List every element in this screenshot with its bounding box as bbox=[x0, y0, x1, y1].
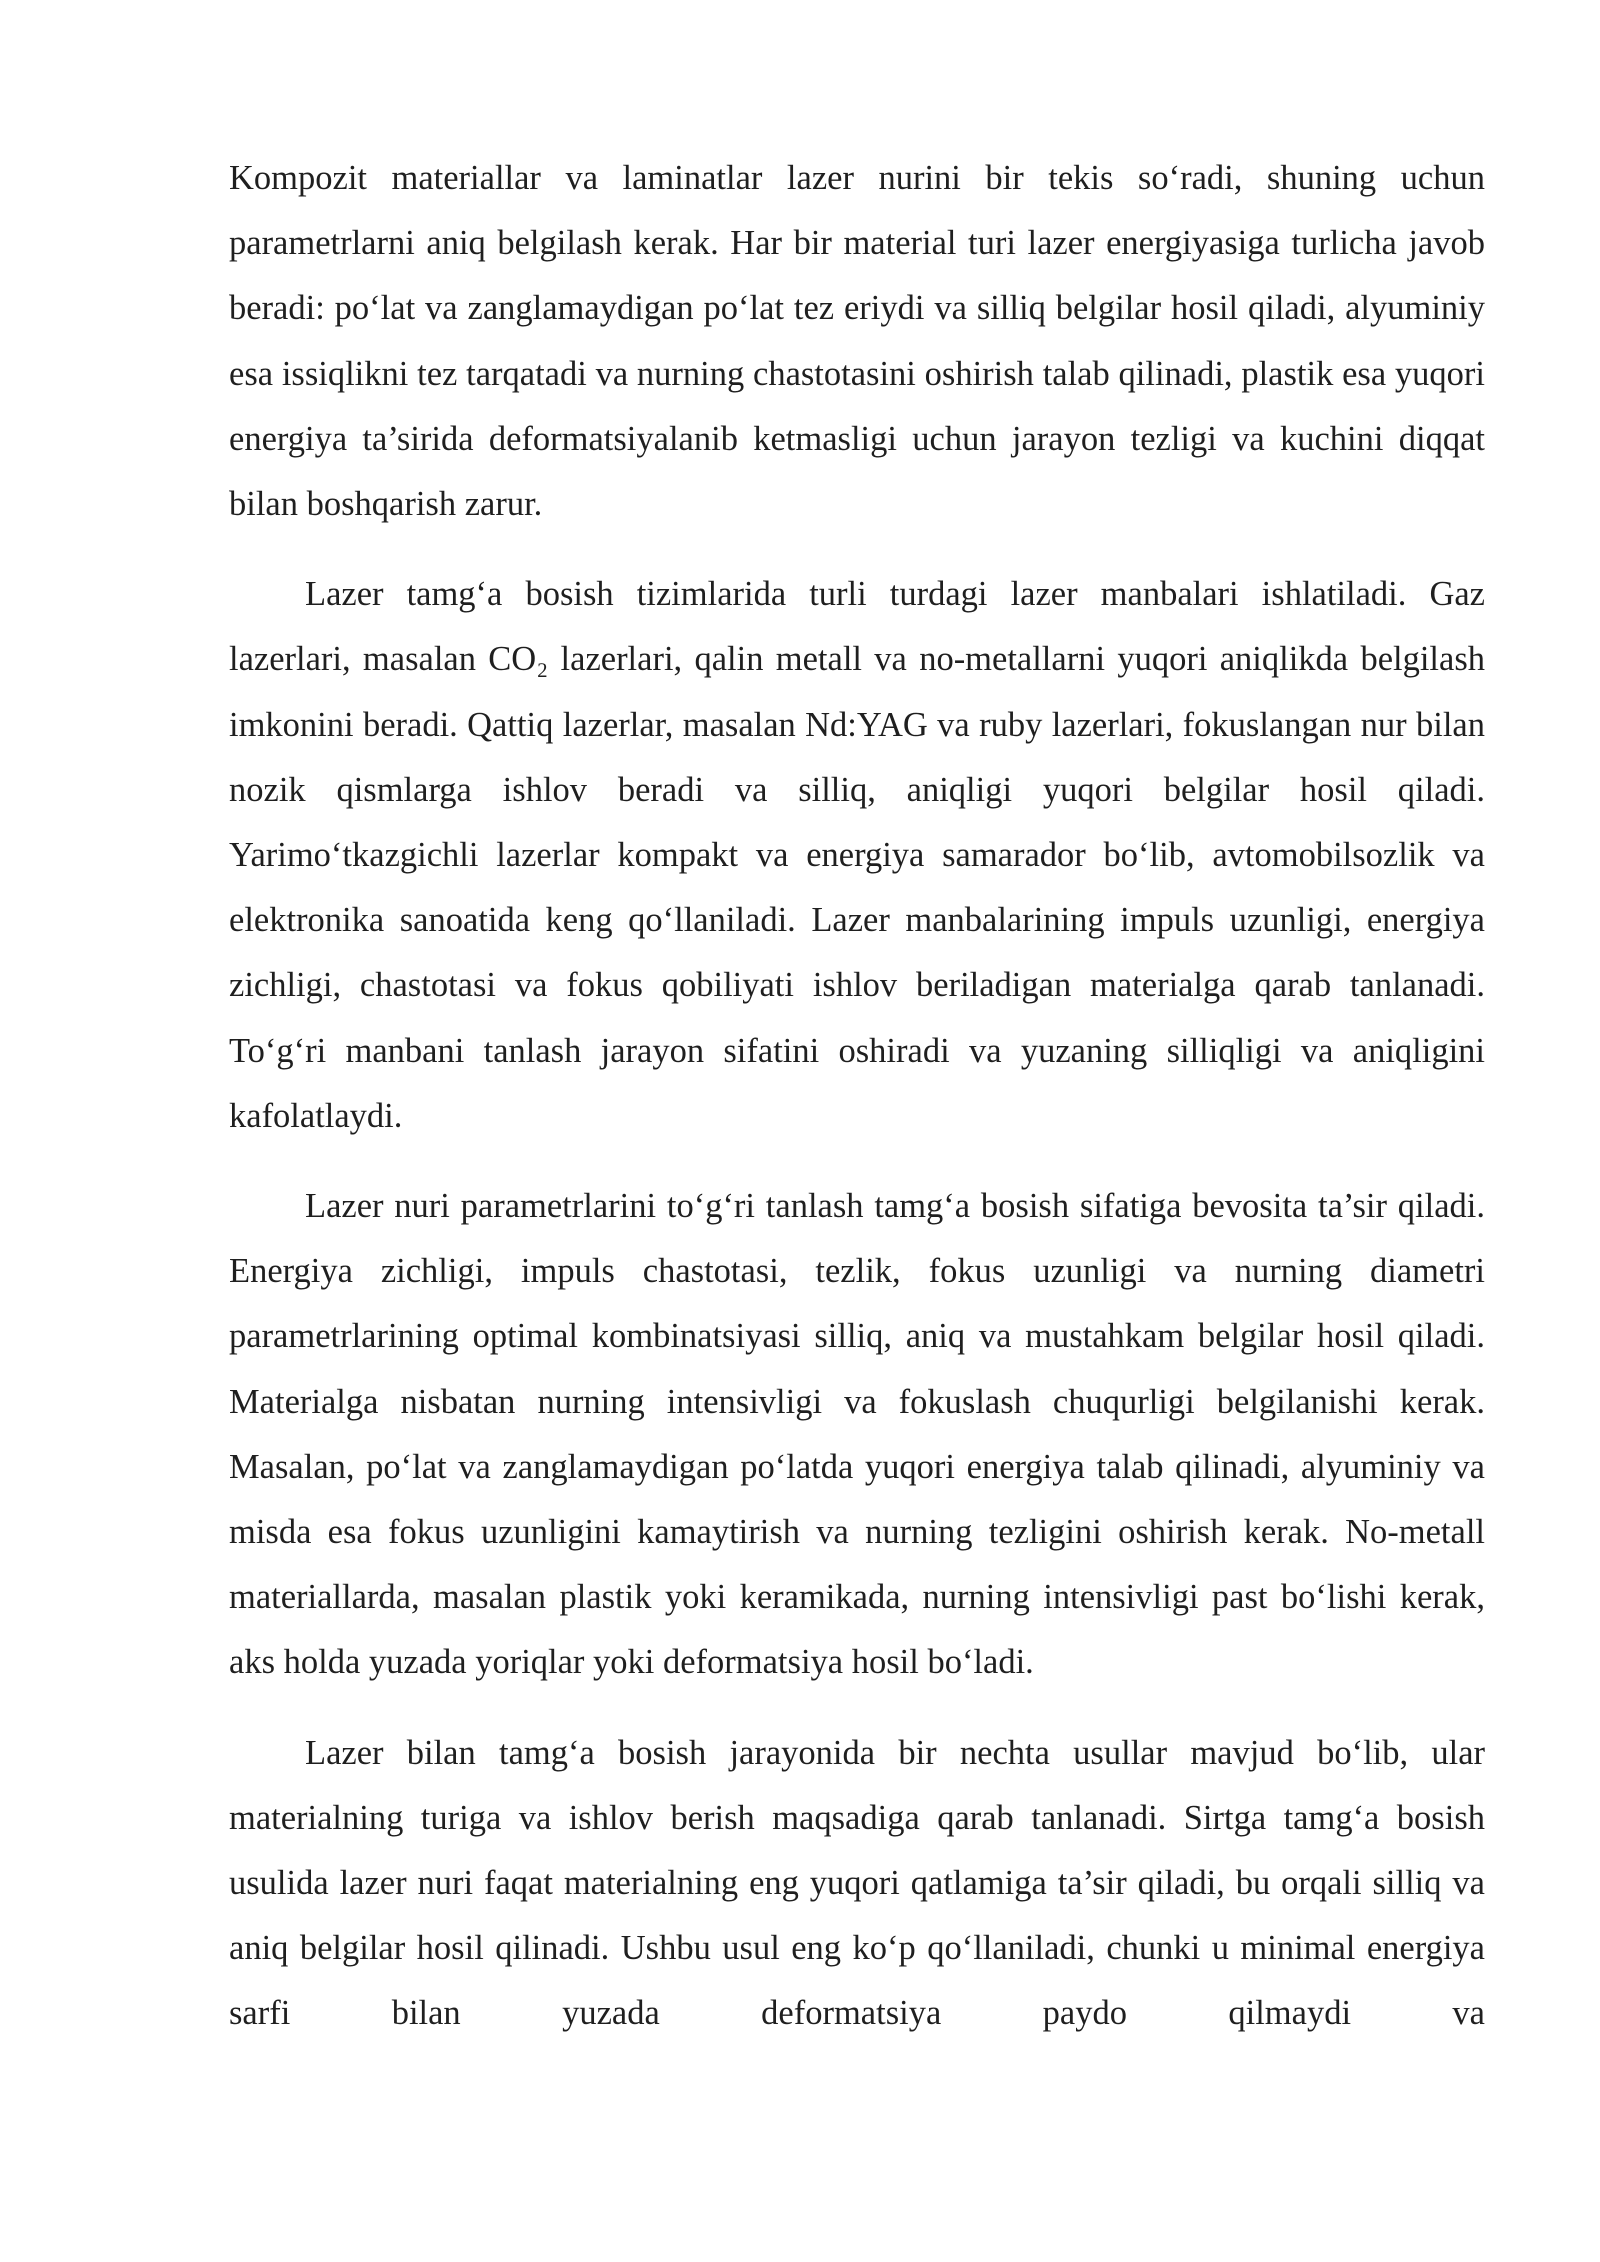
paragraph-4: Lazer bilan tamg‘a bosish jarayonida bir nechta usullar mavjud bo‘lib, ular materialning turiga va ishlov berish maqsadiga qarab tanlanadi. Sirtga tamg‘a bosish usulida lazer nuri faqat materialning eng yuqori qatlamiga ta’sir qiladi, bu orqali silliq va aniq belgilar hosil qilinadi. Ushbu usul eng ko‘p qo‘llaniladi, chunki u minimal energiya sarfi bilan yuzada deformatsiya paydo qilmaydi va bbox=[229, 1733, 1485, 2033]
paragraph-2: Lazer tamg‘a bosish tizimlarida turli turdagi lazer manbalari ishlatiladi. Gaz lazerlari, masalan CO₂ lazerlari, qalin metall va no-metallarni yuqori aniqlikda belgilash imkonini beradi. Qattiq lazerlar, masalan Nd:YAG va ruby lazerlari, fokuslangan nur bilan nozik qismlarga ishlov beradi va silliq, aniqligi yuqori belgilar hosil qiladi. Yarimo‘tkazgichli lazerlar kompakt va energiya samarador bo‘lib, avtomobilsozlik va elektronika sanoatida keng qo‘llaniladi. Lazer manbalarining impuls uzunligi, energiya zichligi, chastotasi va fokus qobiliyati ishlov beriladigan materialga qarab tanlanadi. To‘g‘ri manbani tanlash jarayon sifatini oshiradi va yuzaning silliqligi va aniqligini kafolatlaydi. bbox=[229, 575, 1485, 1135]
paragraph-1: Kompozit materiallar va laminatlar lazer nurini bir tekis so‘radi, shuning uchun parametrlarni aniq belgilash kerak. Har bir material turi lazer energiyasiga turlicha javob beradi: po‘lat va zanglamaydigan po‘lat tez eriydi va silliq belgilar hosil qiladi, alyuminiy esa issiqlikni tez tarqatadi va nurning chastotasini oshirish talab qilinadi, plastik esa yuqori energiya ta’sirida deformatsiyalanib ketmasligi uchun jarayon tezligi va kuchini diqqat bilan boshqarish zarur. bbox=[229, 159, 1485, 524]
paragraph-3: Lazer nuri parametrlarini to‘g‘ri tanlash tamg‘a bosish sifatiga bevosita ta’sir qiladi. Energiya zichligi, impuls chastotasi, tezlik, fokus uzunligi va nurning diametri parametrlarining optimal kombinatsiyasi silliq, aniq va mustahkam belgilar hosil qiladi. Materialga nisbatan nurning intensivligi va fokuslash chuqurligi belgilanishi kerak. Masalan, po‘lat va zanglamaydigan po‘latda yuqori energiya talab qilinadi, alyuminiy va misda esa fokus uzunligini kamaytirish va nurning tezligini oshirish kerak. No-metall materiallarda, masalan plastik yoki keramikada, nurning intensivligi past bo‘lishi kerak, aks holda yuzada yoriqlar yoki deformatsiya hosil bo‘ladi. bbox=[229, 1187, 1485, 1682]
body-text bbox=[229, 146, 1485, 2072]
